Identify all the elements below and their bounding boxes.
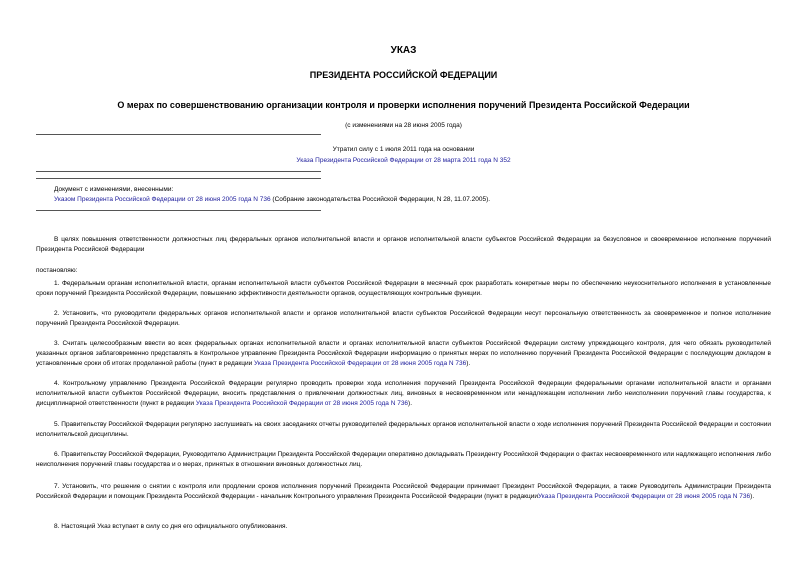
- paragraph-6: [36, 450, 771, 470]
- paragraph-5-text: 5. Правительству Российской Федерации регулярно заслушивать на своих заседаниях отчеты руководителей федеральных органов исполнительной власти о ходе исполнения поручений Президента Российской Федерации и состоянии исполнительской дисциплины.: [36, 421, 771, 438]
- paragraph-8-text: 8. Настоящий Указ вступает в силу со дня его официального опубликования.: [54, 523, 288, 530]
- divider: [36, 178, 321, 179]
- paragraph-1-text: 1. Федеральным органам исполнительной власти, органам исполнительной власти субъектов Российской Федерации в месячный срок разработать конкретные меры по обеспечению неукоснительного исполнения в установленные сроки поручений Президента Российской Федерации, повышению эффективности деятельности органов, осуществляющих контрольные функции.: [36, 280, 771, 297]
- paragraph-4: [36, 379, 771, 409]
- preamble-text: В целях повышения ответственности должностных лиц федеральных органов исполнительной власти и органов исполнительной власти субъектов Российской Федерации за безусловное и своевременное исполнение поручений Президента Российской Федерации: [36, 236, 771, 253]
- changes-link[interactable]: Указом Президента Российской Федерации от 28 июня 2005 года N 736: [54, 196, 271, 203]
- lost-force-link[interactable]: Указа Президента Российской Федерации от 28 марта 2011 года N 352: [296, 157, 511, 164]
- paragraph-7-end: ).: [750, 493, 755, 500]
- divider: [36, 134, 321, 135]
- paragraph-3-text: 3. Считать целесообразным ввести во всех федеральных органах исполнительной власти и органах исполнительной власти субъектов Российской Федерации систему упреждающего контроля, для чего обязать руководителей указанных органов заблаговременно представлять в Контрольное управление Президента Российской Федерации информацию о принятых мерах по исполнению поручений Президента Российской Федерации с последующим докладом в установленные сроки об итогах проделанной работы (пункт в редакции: [36, 340, 771, 367]
- lost-force-link-wrap: [36, 157, 771, 164]
- changes-source: (Собрание законодательства Российской Федерации, N 28, 11.07.2005).: [270, 196, 491, 203]
- paragraph-3-link[interactable]: Указа Президента Российской Федерации от 28 июня 2005 года N 736: [254, 360, 467, 367]
- paragraph-3-end: ).: [466, 360, 471, 367]
- paragraph-3: [36, 339, 771, 369]
- divider: [36, 171, 321, 172]
- document-title: УКАЗ: [390, 45, 417, 56]
- paragraph-5: [36, 420, 771, 440]
- preamble-paragraph: [36, 235, 771, 255]
- paragraph-7-text: 7. Установить, что решение о снятии с контроля или продлении сроков исполнения поручений Президента Российской Федерации принимает Президент Российской Федерации, а также Руководитель Администрации Президента Российской Федерации и помощник Президента Российской Федерации - начальник Контрольного управления Президента Российской Федерации (пункт в редакции: [36, 483, 771, 500]
- decree-word: постановляю:: [36, 267, 78, 274]
- divider: [36, 210, 321, 211]
- changes-line: [54, 196, 490, 203]
- amendments-note: (с изменениями на 28 июня 2005 года): [345, 122, 462, 129]
- paragraph-4-end: ).: [408, 400, 413, 407]
- paragraph-2: [36, 309, 771, 329]
- document-heading: О мерах по совершенствованию организации контроля и проверки исполнения поручений Президента Российской Федерации: [117, 100, 690, 110]
- paragraph-4-link[interactable]: Указа Президента Российской Федерации от 28 июня 2005 года N 736: [195, 400, 409, 407]
- paragraph-6-text: 6. Правительству Российской Федерации, Руководителю Администрации Президента Российской Федерации оперативно докладывать Президенту Российской Федерации о фактах несвоевременного или надлежащего исполнения либо неисполнения поручений главы государства и о мерах, принятых в отношении виновных должностных лиц.: [36, 451, 771, 468]
- paragraph-1: [36, 279, 771, 299]
- paragraph-8: [36, 522, 771, 532]
- paragraph-2-text: 2. Установить, что руководители федеральных органов исполнительной власти и органов исполнительной власти субъектов Российской Федерации несут персональную ответственность за своевременное и полное исполнение поручений Президента Российской Федерации.: [36, 310, 771, 327]
- changes-label: Документ с изменениями, внесенными:: [54, 186, 174, 193]
- document-subtitle: ПРЕЗИДЕНТА РОССИЙСКОЙ ФЕДЕРАЦИИ: [309, 70, 498, 80]
- paragraph-7-link[interactable]: Указа Президента Российской Федерации от 28 июня 2005 года N 736: [537, 493, 751, 500]
- lost-force-text: Утратил силу с 1 июля 2011 года на основании: [332, 146, 475, 153]
- paragraph-7: [36, 482, 771, 502]
- paragraph-4-text: 4. Контрольному управлению Президента Российской Федерации регулярно проводить проверки хода исполнения поручений Президента Российской Федерации федеральными органами исполнительной власти и органами исполнительной власти субъектов Российской Федерации, вносить представления о привлечении должностных лиц, виновных в несвоевременном или ненадлежащем исполнении либо неисполнении поручений главы государства, к дисциплинарной ответственности (пункт в редакции: [36, 380, 771, 407]
